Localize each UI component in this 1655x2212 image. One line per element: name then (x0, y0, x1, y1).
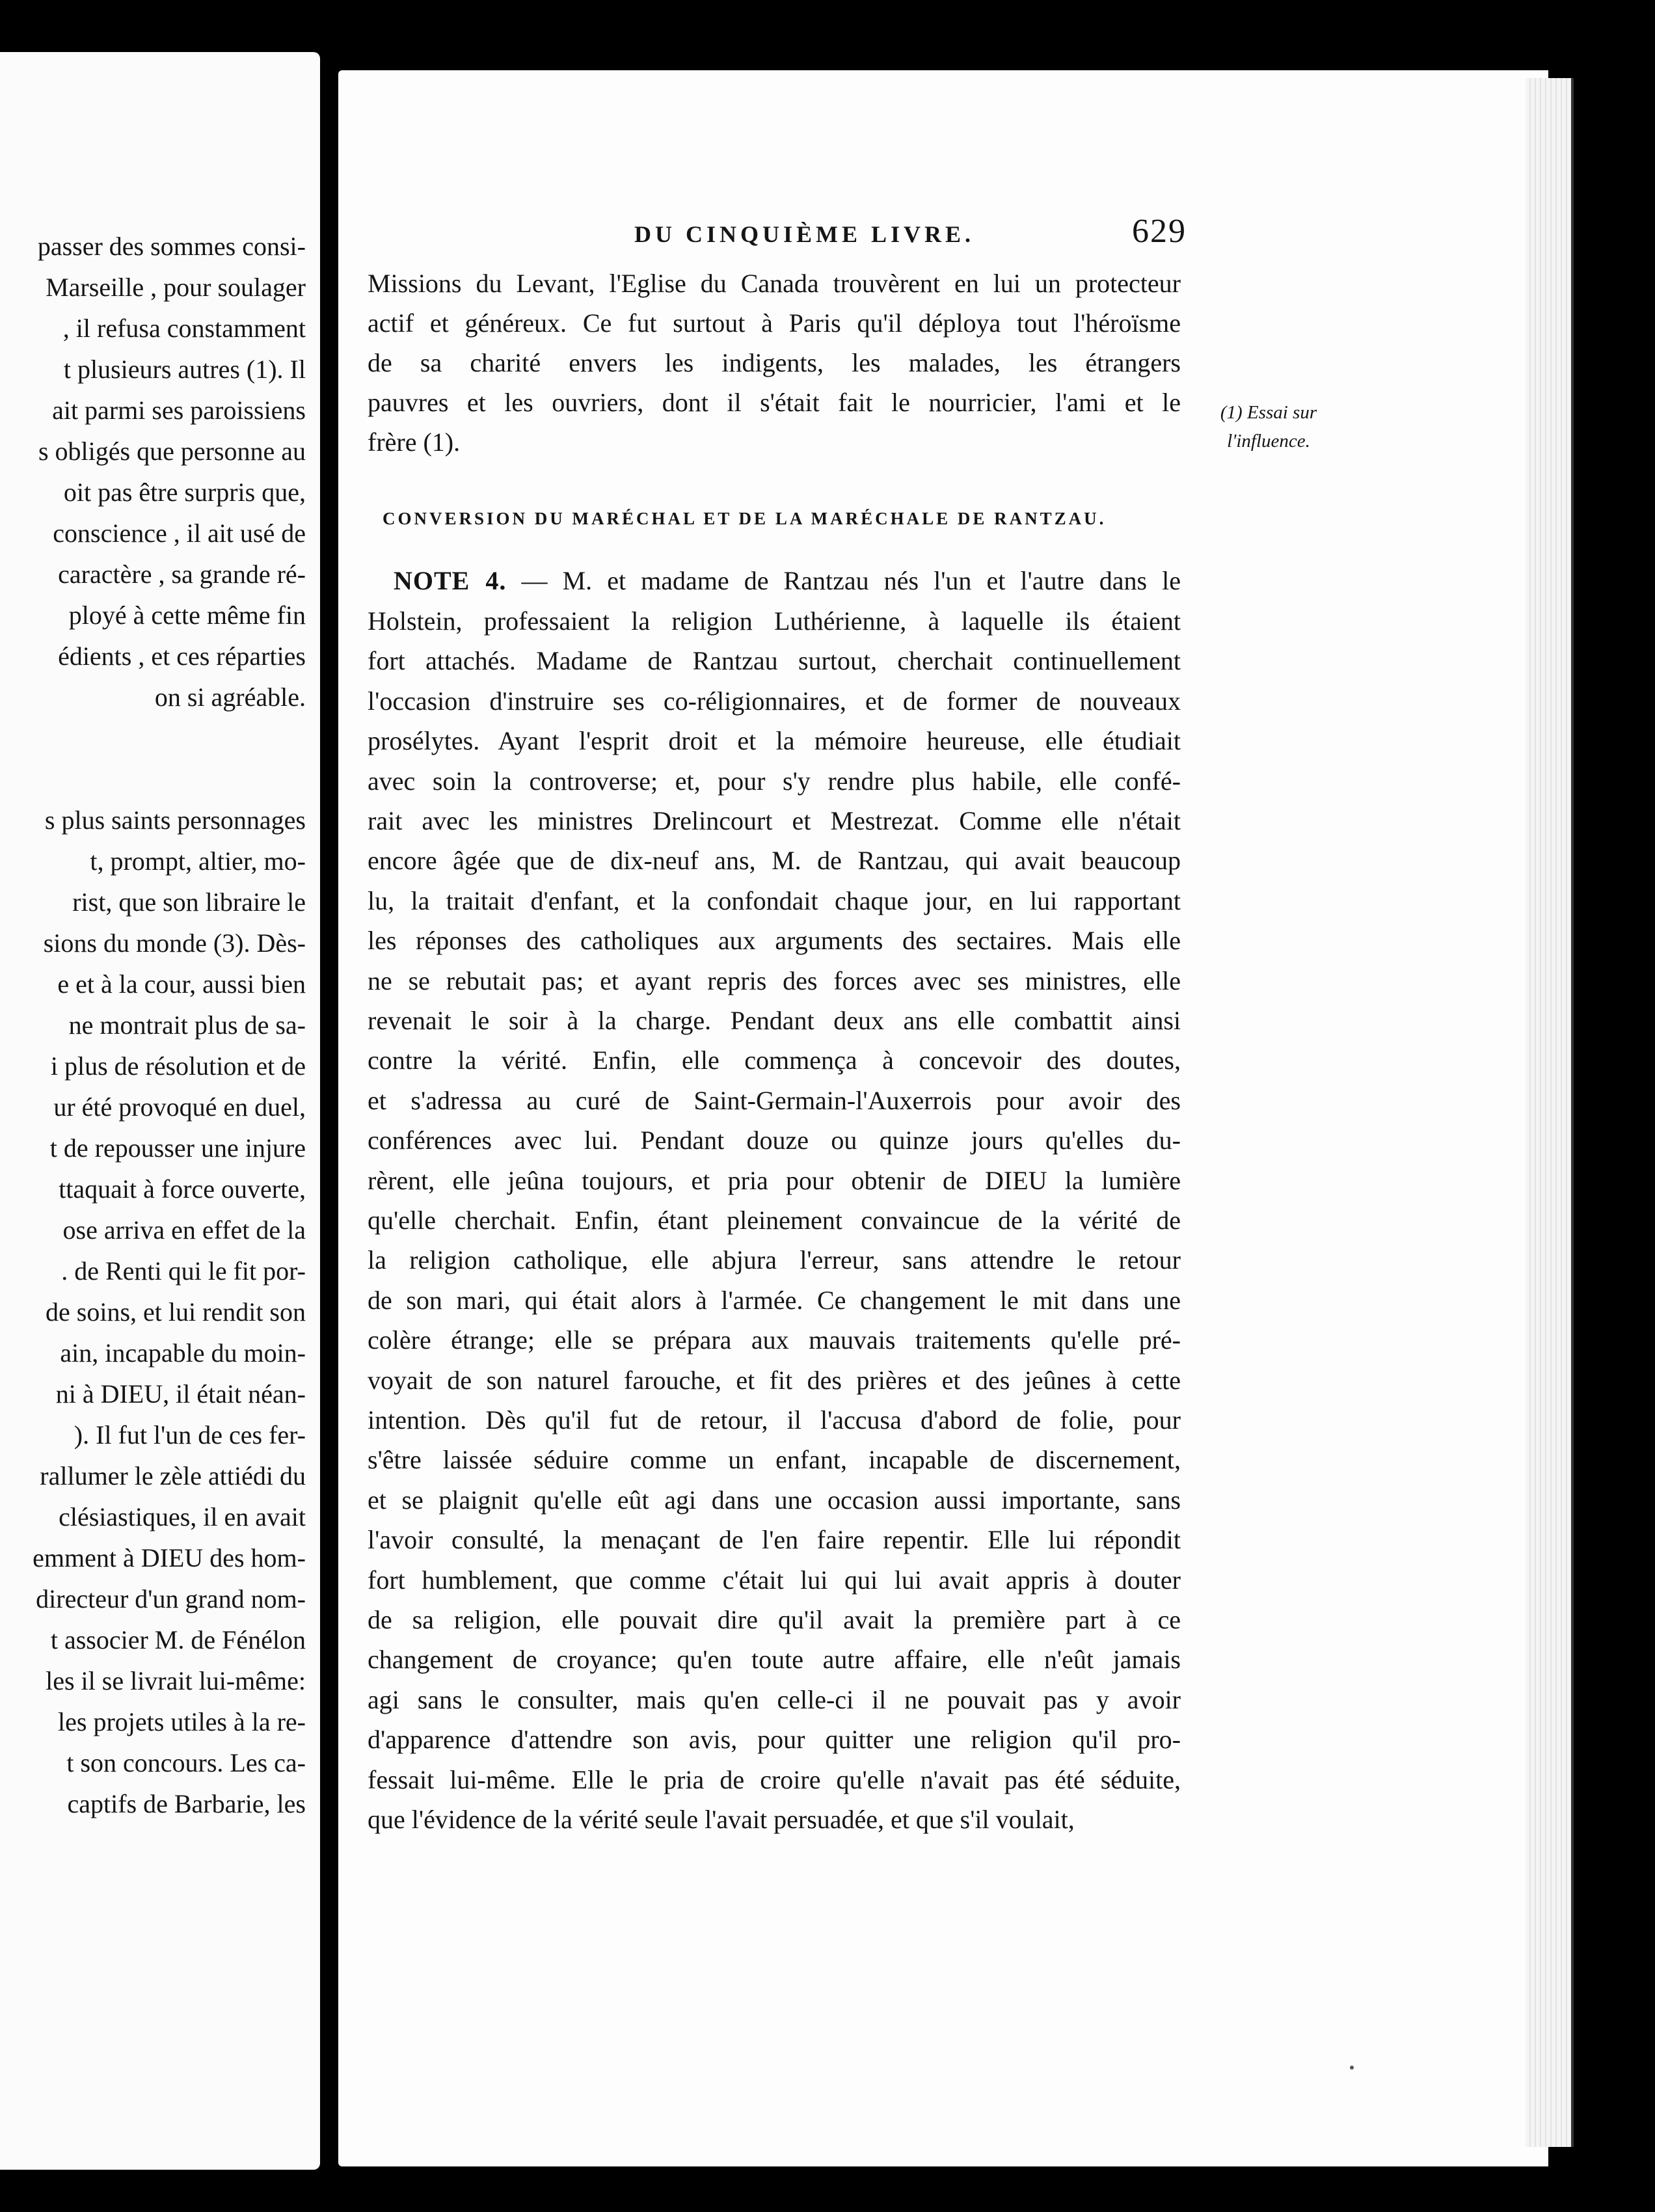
note-line: avec soin la controverse; et, pour s'y rendre plus habile, elle confé- (368, 766, 1181, 796)
note-line: rait avec les ministres Drelincourt et Mestrezat. Comme elle n'était (368, 806, 1181, 835)
page-edge-stack (1526, 78, 1574, 2147)
note-line: de sa religion, elle pouvait dire qu'il avait la première part à ce (368, 1605, 1181, 1634)
left-page-line-text: les il se livrait lui-même: (46, 1666, 306, 1695)
margin-footnote-line: l'influence. (1227, 431, 1310, 452)
left-page-line (0, 1087, 306, 1127)
note-line: encore âgée que de dix-neuf ans, M. de Rantzau, qui avait beaucoup (368, 846, 1181, 875)
left-page-line (0, 1784, 306, 1824)
left-page-line (0, 308, 306, 349)
note-line: conférences avec lui. Pendant douze ou quinze jours qu'elles du- (368, 1126, 1181, 1155)
left-page-line-text: de soins, et lui rendit son (46, 1297, 306, 1327)
paper-speck (1350, 2066, 1354, 2070)
book-gutter (320, 0, 338, 2212)
left-page-line (0, 1292, 306, 1332)
left-page-line (0, 595, 306, 636)
left-page-line-text: t son concours. Les ca- (66, 1748, 306, 1777)
left-page-line (0, 1538, 306, 1578)
left-page-line-text: s plus saints personnages (44, 805, 306, 835)
left-page-line-text: rist, que son libraire le (72, 887, 306, 917)
paragraph-line: pauvres et les ouvriers, dont il s'était fait le nourricier, l'ami et le (368, 388, 1181, 417)
paragraph-line: frère (1). (368, 427, 461, 457)
left-page-line (0, 677, 306, 718)
left-page-line-text: caractère , sa grande ré- (58, 560, 306, 589)
left-page-line-text: ose arriva en effet de la (62, 1215, 306, 1245)
left-page-line (0, 1620, 306, 1660)
note-line: fort attachés. Madame de Rantzau surtout, cherchait continuellement (368, 646, 1181, 675)
left-page-line-text: sions du monde (3). Dès- (43, 928, 306, 958)
note-line: agi sans le consulter, mais qu'en celle-ci il ne pouvait pas y avoir (368, 1685, 1181, 1714)
note-line: lu, la traitait d'enfant, et la confondait chaque jour, en lui rapportant (368, 886, 1181, 915)
left-facing-page (0, 52, 320, 2170)
left-page-line (0, 759, 306, 800)
left-page-line (0, 1128, 306, 1168)
running-head: DU CINQUIÈME LIVRE. (634, 221, 975, 247)
note-line: et se plaignit qu'elle eût agi dans une occasion aussi importante, sans (368, 1485, 1181, 1515)
left-page-line (0, 1046, 306, 1086)
left-page-line-text: les projets utiles à la re- (58, 1707, 306, 1736)
left-page-line-text: ait parmi ses paroissiens (52, 396, 306, 425)
left-page-line-text: t, prompt, altier, mo- (90, 846, 306, 876)
left-page-line (0, 1456, 306, 1496)
note-line: voyait de son naturel farouche, et fit des prières et des jeûnes à cette (368, 1366, 1181, 1395)
note-first-line-text: — M. et madame de Rantzau nés l'un et l'autre dans le (521, 566, 1181, 595)
left-page-line (0, 1579, 306, 1619)
left-page-line-text: t de repousser une injure (49, 1133, 306, 1163)
left-page-line (0, 1251, 306, 1291)
left-page-line-text: conscience , il ait usé de (53, 519, 306, 548)
note-first-line (394, 561, 1181, 601)
note-line: l'occasion d'instruire ses co-réligionnaires, et de former de nouveaux (368, 686, 1181, 716)
page-number: 629 (1132, 213, 1187, 250)
paragraph-line: actif et généreux. Ce fut surtout à Paris qu'il déploya tout l'héroïsme (368, 308, 1181, 338)
left-page-line-text: directeur d'un grand nom- (36, 1584, 306, 1613)
note-line: contre la vérité. Enfin, elle commença à concevoir des doutes, (368, 1045, 1181, 1075)
left-page-line-text: , il refusa constamment (62, 314, 306, 343)
left-page-line-text: ni à DIEU, il était néan- (55, 1379, 306, 1409)
note-line: la religion catholique, elle abjura l'erreur, sans attendre le retour (368, 1245, 1181, 1275)
left-page-line (0, 923, 306, 964)
left-page-line (0, 1415, 306, 1455)
left-page-line (0, 636, 306, 677)
left-page-line (0, 1210, 306, 1250)
left-page-line-text: t associer M. de Fénélon (50, 1625, 306, 1654)
left-page-line-text: Marseille , pour soulager (46, 273, 306, 302)
left-page-line (0, 800, 306, 841)
note-line: intention. Dès qu'il fut de retour, il l'accusa d'abord de folie, pour (368, 1405, 1181, 1435)
left-page-line (0, 882, 306, 923)
left-page-line-text: édients , et ces réparties (58, 641, 306, 671)
left-page-line (0, 554, 306, 595)
note-line: que l'évidence de la vérité seule l'avait persuadée, et que s'il voulait, (368, 1805, 1075, 1834)
note-line: l'avoir consulté, la menaçant de l'en faire repentir. Elle lui répondit (368, 1525, 1181, 1554)
left-page-line-text: i plus de résolution et de (50, 1051, 306, 1081)
left-page-line-text: rallumer le zèle attiédi du (40, 1461, 306, 1490)
section-heading: CONVERSION DU MARÉCHAL ET DE LA MARÉCHALE DE RANTZAU. (383, 509, 1107, 528)
left-page-line-text: ployé à cette même fin (68, 600, 306, 630)
note-line: prosélytes. Ayant l'esprit droit et la mémoire heureuse, elle étudiait (368, 726, 1181, 755)
left-page-line-text: passer des sommes consi- (37, 232, 306, 261)
note-line: et s'adressa au curé de Saint-Germain-l'Auxerrois pour avoir des (368, 1086, 1181, 1115)
left-page-line (0, 1661, 306, 1701)
note-line: les réponses des catholiques aux arguments des sectaires. Mais elle (368, 926, 1181, 955)
note-label: NOTE 4. (394, 566, 507, 595)
note-line: de son mari, qui était alors à l'armée. Ce changement le mit dans une (368, 1286, 1181, 1315)
note-line: d'apparence d'attendre son avis, pour quitter une religion qu'il pro- (368, 1725, 1181, 1754)
left-page-line (0, 1497, 306, 1537)
note-line: changement de croyance; qu'en toute autre affaire, elle n'eût jamais (368, 1645, 1181, 1674)
left-page-line-text: oit pas être surpris que, (63, 478, 306, 507)
left-page-line-text: t plusieurs autres (1). Il (63, 355, 306, 384)
left-page-line (0, 226, 306, 267)
left-page-line-text: clésiastiques, il en avait (59, 1502, 306, 1531)
left-page-line-text: ). Il fut l'un de ces fer- (74, 1420, 306, 1450)
left-page-line (0, 1743, 306, 1783)
left-page-line (0, 431, 306, 472)
note-line: revenait le soir à la charge. Pendant deux ans elle combattit ainsi (368, 1006, 1181, 1035)
left-page-line (0, 513, 306, 554)
note-line: colère étrange; elle se prépara aux mauvais traitements qu'elle pré- (368, 1325, 1181, 1355)
left-page-line-text: ttaquait à force ouverte, (59, 1174, 306, 1204)
left-page-line (0, 1702, 306, 1742)
left-page-line-text: . de Renti qui le fit por- (61, 1256, 306, 1286)
left-page-line (0, 1005, 306, 1045)
note-line: s'être laissée séduire comme un enfant, incapable de discernement, (368, 1445, 1181, 1474)
left-page-line (0, 1333, 306, 1373)
left-page-line-text: ne montrait plus de sa- (68, 1010, 306, 1040)
left-page-line-text: captifs de Barbarie, les (67, 1789, 306, 1818)
left-page-line (0, 1374, 306, 1414)
note-line: fessait lui-même. Elle le pria de croire qu'elle n'avait pas été séduite, (368, 1765, 1181, 1794)
note-line: fort humblement, que comme c'était lui qui lui avait appris à douter (368, 1565, 1181, 1595)
left-page-line-text: on si agréable. (154, 682, 306, 712)
left-page-line-text: e et à la cour, aussi bien (57, 969, 306, 999)
left-page-line-text: emment à DIEU des hom- (33, 1543, 306, 1572)
margin-footnote (1171, 398, 1366, 455)
left-page-line (0, 1169, 306, 1209)
left-page-line-text: ain, incapable du moin- (60, 1338, 306, 1368)
note-line: rèrent, elle jeûna toujours, et pria pour obtenir de DIEU la lumière (368, 1166, 1181, 1195)
left-page-line (0, 267, 306, 308)
left-page-line (0, 390, 306, 431)
left-page-line-text: s obligés que personne au (38, 437, 306, 466)
note-line: qu'elle cherchait. Enfin, étant pleinement convaincue de la vérité de (368, 1206, 1181, 1235)
left-page-line (0, 472, 306, 513)
paragraph-line: de sa charité envers les indigents, les malades, les étrangers (368, 348, 1181, 377)
margin-footnote-line: (1) Essai sur (1220, 402, 1317, 423)
left-page-line (0, 841, 306, 882)
note-line: ne se rebutait pas; et ayant repris des forces avec ses ministres, elle (368, 966, 1181, 995)
left-page-line (0, 349, 306, 390)
paragraph-line: Missions du Levant, l'Eglise du Canada trouvèrent en lui un protecteur (368, 269, 1181, 298)
note-line: Holstein, professaient la religion Luthérienne, à laquelle ils étaient (368, 606, 1181, 636)
left-page-line (0, 718, 306, 759)
left-page-line (0, 964, 306, 1005)
left-page-line-text: ur été provoqué en duel, (53, 1092, 306, 1122)
